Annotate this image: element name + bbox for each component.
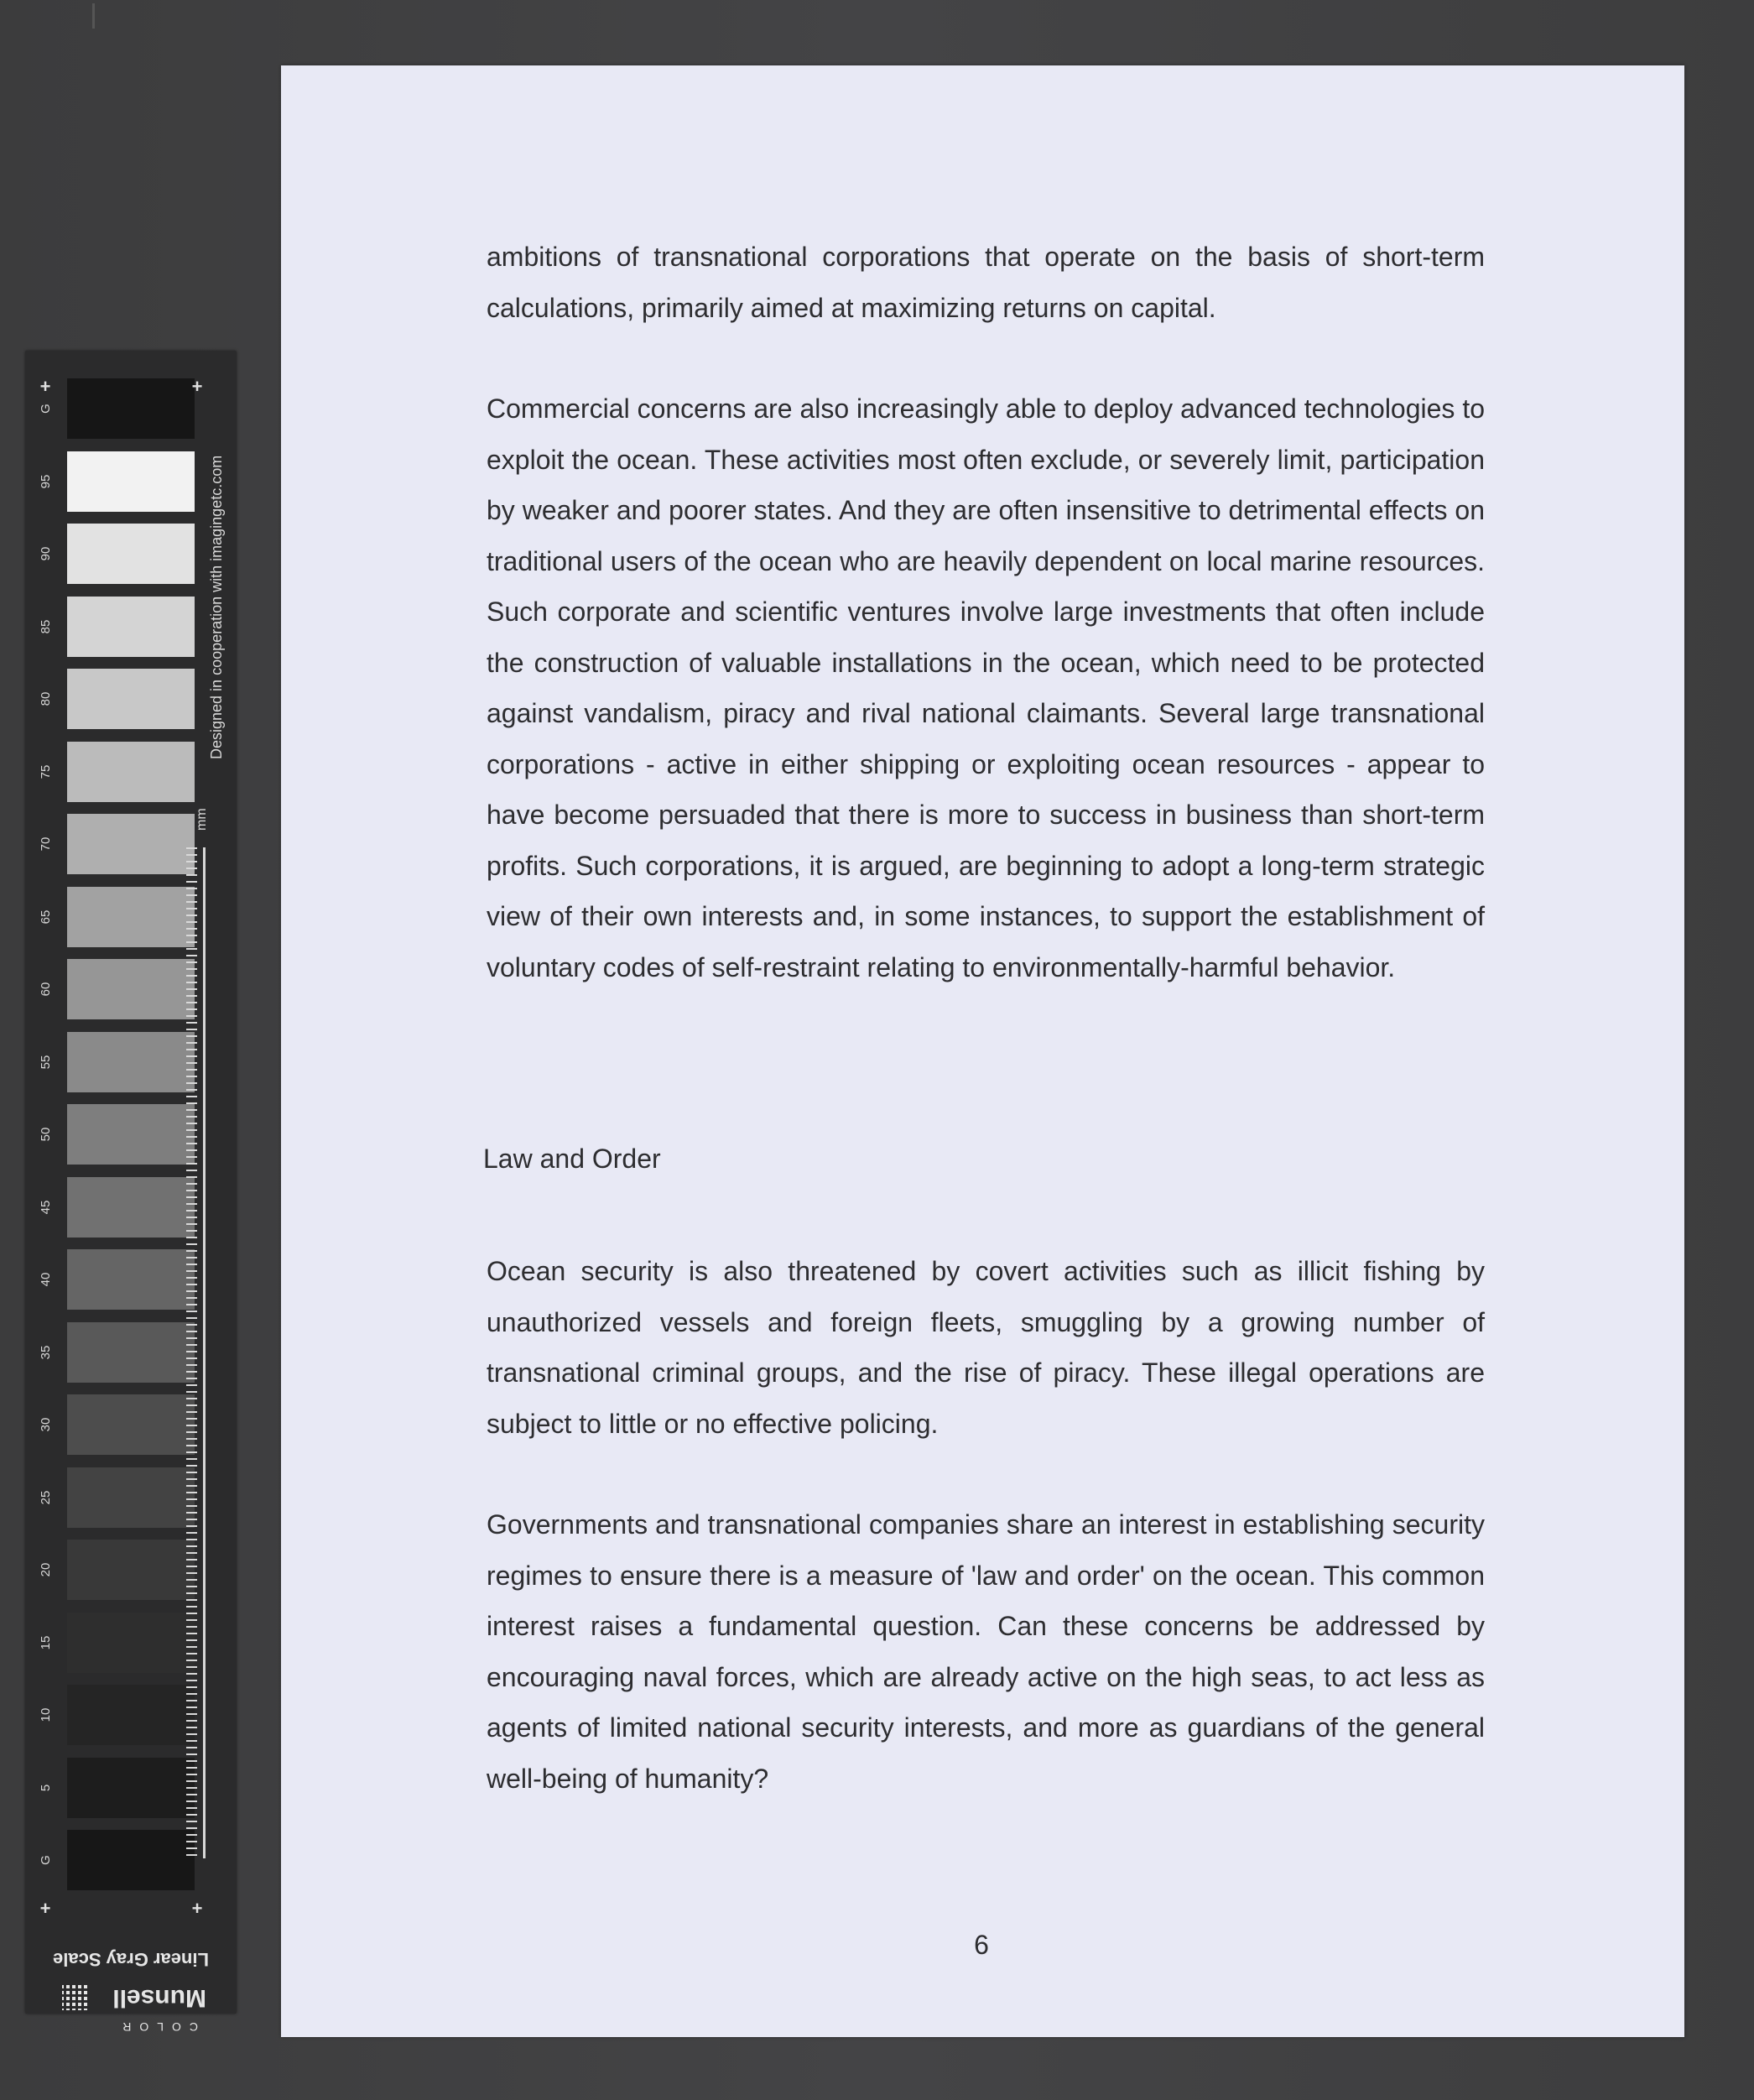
gray-patch-label: 40: [39, 1272, 53, 1287]
munsell-logo: [47, 1978, 215, 2034]
gray-patch: [67, 1685, 195, 1745]
paragraph-continuation: ambitions of transnational corporations that operate on the basis of short-term calculations, primarily aimed at maximizing returns on capital.: [487, 242, 1485, 323]
section-heading: Law and Order: [483, 1144, 661, 1174]
gray-patch-label: 95: [39, 474, 53, 488]
munsell-grid-icon: [62, 1985, 87, 2010]
gray-patch: [67, 669, 195, 729]
gray-patch-label: 25: [39, 1490, 53, 1504]
designed-by-label: Designed in cooperation with imagingetc.com: [208, 455, 225, 759]
gray-patch-label: G: [39, 1855, 53, 1865]
gray-patch-label: 20: [39, 1562, 53, 1577]
gray-patch: [67, 451, 195, 512]
gray-patch: [67, 1467, 195, 1528]
scan-mark: [92, 3, 95, 29]
gray-patch-label: G: [39, 404, 53, 414]
gray-patch-label: 45: [39, 1200, 53, 1214]
mm-ruler-line: [203, 847, 206, 1858]
registration-mark: +: [191, 1898, 203, 1919]
ruler-unit-label: mm: [195, 808, 209, 831]
gray-patch-label: 85: [39, 619, 53, 633]
gray-patch-label: 10: [39, 1707, 53, 1722]
gray-patch-label: 80: [39, 691, 53, 706]
gray-patch-label: 5: [39, 1784, 53, 1791]
munsell-brand-sub: COLOR: [114, 2020, 198, 2034]
gray-patch: [67, 1032, 195, 1092]
gray-patch: [67, 742, 195, 802]
registration-mark: +: [39, 376, 51, 397]
gray-patch: [67, 887, 195, 947]
gray-patch-label: 30: [39, 1417, 53, 1432]
gray-patch: [67, 378, 195, 439]
munsell-brand: Munsell: [112, 1984, 206, 2012]
gray-patch-label: 35: [39, 1345, 53, 1359]
gray-patch: [67, 1613, 195, 1673]
gray-patch-label: 65: [39, 909, 53, 924]
gray-patch: [67, 1758, 195, 1818]
gray-patch-label: 90: [39, 546, 53, 561]
paragraph-ocean-security: Ocean security is also threatened by covert activities such as illicit fishing by unauthorized vessels and foreign fleets, smuggling by a growing number of transnational criminal groups, and the rise of piracy. These illegal operations are subject to little or no effective policing.: [487, 1256, 1485, 1439]
registration-mark: +: [39, 1898, 51, 1919]
gray-patch: [67, 1394, 195, 1455]
gray-patch-label: 50: [39, 1127, 53, 1142]
mm-ruler: [186, 847, 205, 1858]
gray-patch: [67, 814, 195, 874]
registration-mark: +: [191, 376, 203, 397]
paragraph-governments: Governments and transnational companies share an interest in establishing security regimes to ensure there is a measure of 'law and order' on the ocean. This common interest raises a fundamental question. Can these concerns be addressed by encouraging naval forces, which are already active on the high seas, to act less as agents of limited national security interests, and more as guardians of the general well-being of humanity?: [487, 1509, 1485, 1794]
gray-patch: [67, 1249, 195, 1310]
gray-patch-label: 70: [39, 836, 53, 852]
gray-patch: [67, 1540, 195, 1600]
gray-patch-label: 55: [39, 1055, 53, 1069]
gray-patch: [67, 1177, 195, 1238]
gray-scale-title: Linear Gray Scale: [53, 1949, 209, 1970]
gray-patch-label: 60: [39, 982, 53, 997]
gray-patch: [67, 597, 195, 657]
paragraph-commercial-concerns: Commercial concerns are also increasingly able to deploy advanced technologies to exploit the ocean. These activities most often exclude, or severely limit, participation by weaker and poorer states. And they are often insensitive to detrimental effects on traditional users of the ocean who are heavily dependent on local marine resources. Such corporate and scientific ventures involve large investments that often include the construction of valuable installations in the ocean, which need to be protected against vandalism, piracy and rival national claimants. Several large transnational corporations - active in either shipping or exploiting ocean resources - appear to have become persuaded that there is more to success in business than short-term profits. Such corporations, it is argued, are beginning to adopt a long-term strategic view of their own interests and, in some instances, to support the establishment of voluntary codes of self-restraint relating to environmentally-harmful behavior.: [487, 393, 1485, 982]
gray-patch: [67, 959, 195, 1019]
page-number: 6: [974, 1930, 989, 1960]
gray-patch: [67, 1322, 195, 1383]
gray-patch: [67, 1104, 195, 1165]
gray-patch: [67, 524, 195, 584]
gray-patch-label: 75: [39, 764, 53, 779]
gray-patch-label: 15: [39, 1635, 53, 1649]
gray-patch: [67, 1830, 195, 1890]
